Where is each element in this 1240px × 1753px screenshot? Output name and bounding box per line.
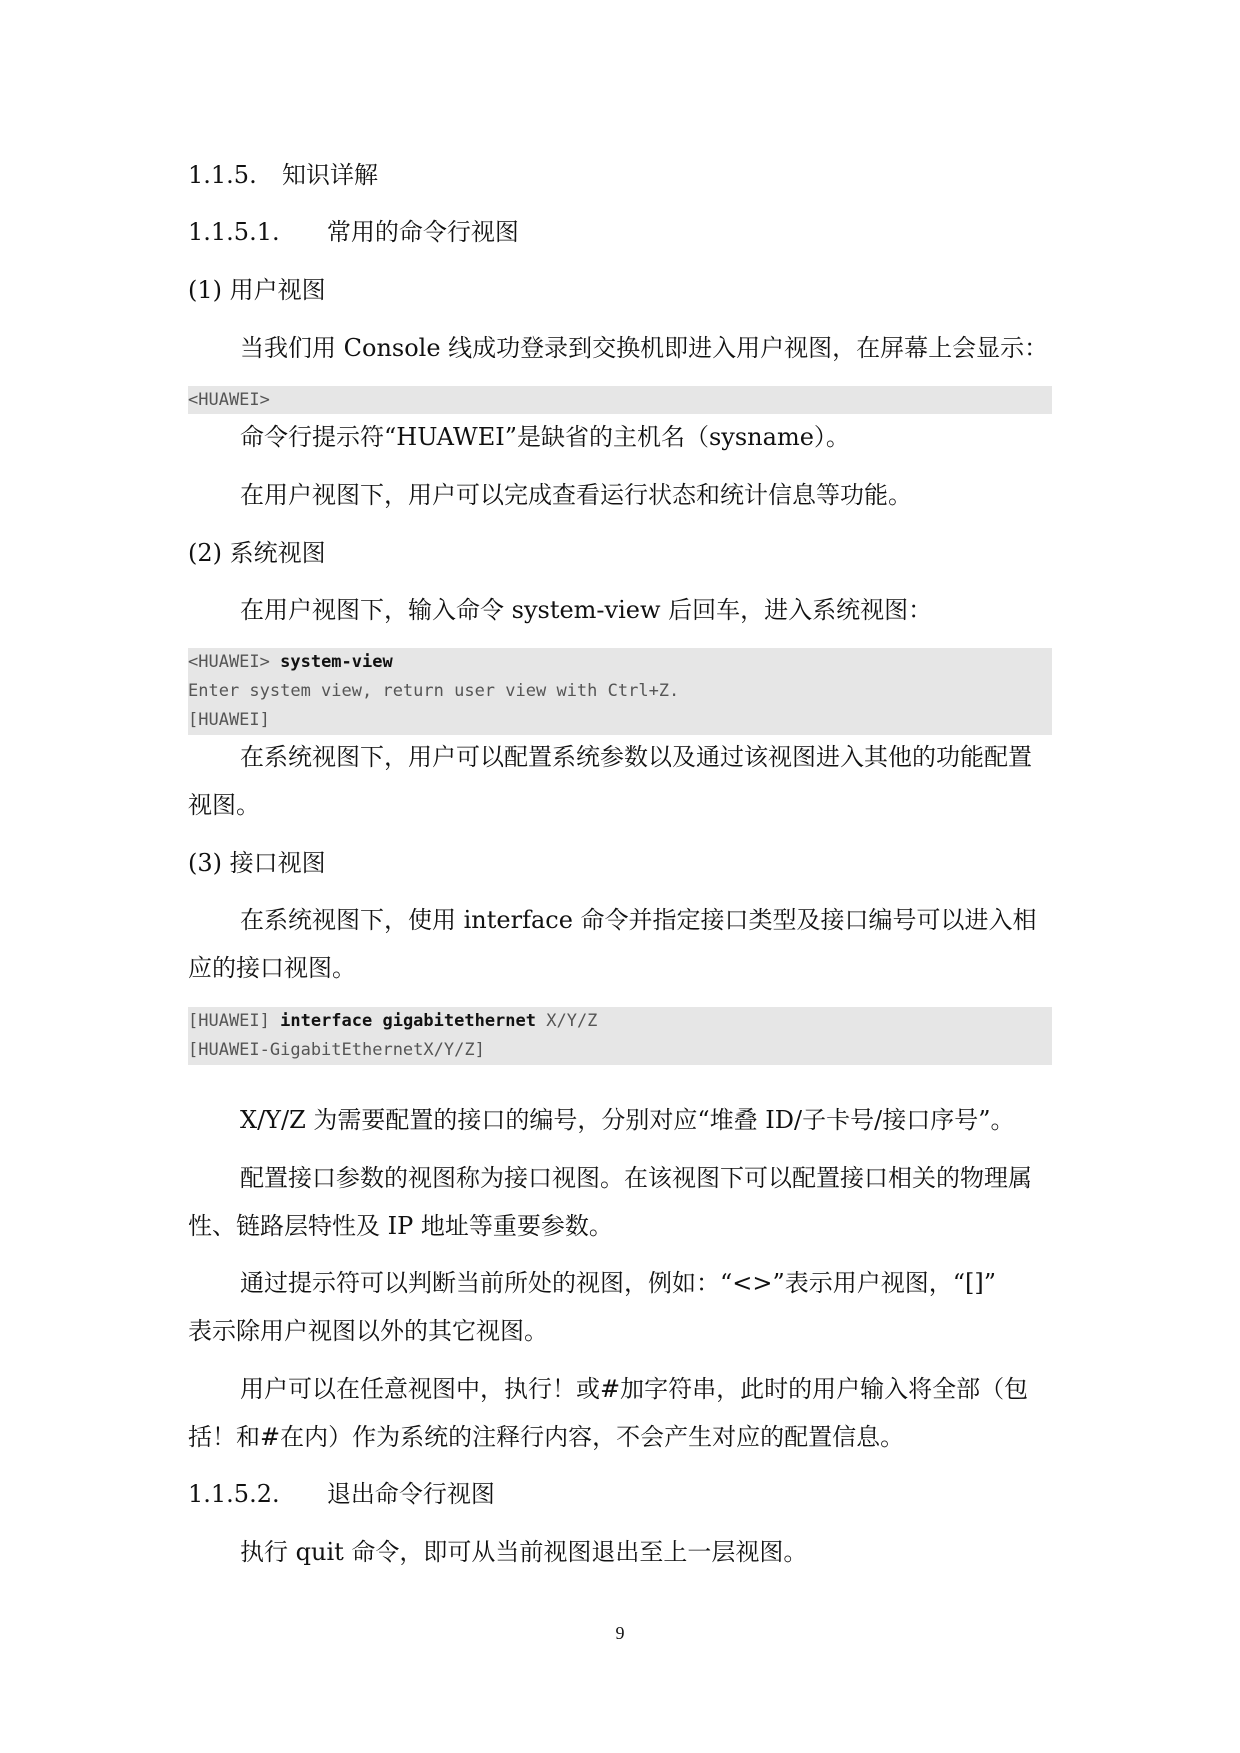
paragraph: 在用户视图下，用户可以完成查看运行状态和统计信息等功能。 — [240, 481, 912, 509]
paragraph: 用户可以在任意视图中，执行！或#加字符串，此时的用户输入将全部（包 — [240, 1375, 1029, 1403]
paragraph: 在系统视图下，用户可以配置系统参数以及通过该视图进入其他的功能配置 — [240, 743, 1032, 771]
code-block-user-view — [188, 386, 1052, 414]
section-number: 1.1.5.2. — [188, 1480, 280, 1508]
section-number: 1.1.5. — [188, 161, 257, 189]
paragraph-continuation: 性、链路层特性及 IP 地址等重要参数。 — [188, 1212, 613, 1240]
code-line: <HUAWEI> system-view — [188, 652, 393, 672]
paragraph: X/Y/Z 为需要配置的接口的编号，分别对应“堆叠 ID/子卡号/接口序号”。 — [240, 1106, 1015, 1134]
subsection-title-system-view: (2) 系统视图 — [188, 539, 326, 567]
paragraph-continuation: 表示除用户视图以外的其它视图。 — [188, 1317, 548, 1345]
section-heading-1-1-5-2 — [188, 1478, 1052, 1510]
code-line: [HUAWEI] — [188, 710, 270, 730]
paragraph: 命令行提示符“HUAWEI”是缺省的主机名（sysname）。 — [240, 423, 850, 451]
code-line: [HUAWEI] interface gigabitethernet X/Y/Z — [188, 1011, 598, 1031]
paragraph: 在系统视图下，使用 interface 命令并指定接口类型及接口编号可以进入相 — [240, 906, 1037, 934]
paragraph-continuation: 应的接口视图。 — [188, 954, 356, 982]
code-line: <HUAWEI> — [188, 390, 270, 410]
subsection-title-user-view: (1) 用户视图 — [188, 276, 326, 304]
section-heading-1-1-5 — [188, 159, 1052, 191]
code-line: [HUAWEI-GigabitEthernetX/Y/Z] — [188, 1040, 485, 1060]
command-text: system-view — [280, 652, 393, 672]
subsection-title-interface-view: (3) 接口视图 — [188, 849, 326, 877]
code-block-system-view — [188, 648, 1052, 735]
section-title: 知识详解 — [281, 161, 378, 189]
paragraph: 执行 quit 命令，即可从当前视图退出至上一层视图。 — [240, 1538, 808, 1566]
paragraph: 当我们用 Console 线成功登录到交换机即进入用户视图，在屏幕上会显示： — [240, 334, 1049, 362]
section-heading-1-1-5-1 — [188, 216, 1052, 248]
document-page — [188, 0, 1052, 1753]
section-title: 常用的命令行视图 — [326, 218, 519, 246]
paragraph-continuation: 括！和#在内）作为系统的注释行内容，不会产生对应的配置信息。 — [188, 1423, 905, 1451]
code-line: Enter system view, return user view with Ctrl+Z. — [188, 681, 680, 701]
page-number: 9 — [615, 1623, 625, 1643]
command-text: interface gigabitethernet — [280, 1011, 536, 1031]
code-block-interface-view — [188, 1007, 1052, 1065]
paragraph: 配置接口参数的视图称为接口视图。在该视图下可以配置接口相关的物理属 — [240, 1164, 1032, 1192]
section-title: 退出命令行视图 — [326, 1480, 495, 1508]
paragraph: 在用户视图下，输入命令 system-view 后回车，进入系统视图： — [240, 596, 933, 624]
paragraph: 通过提示符可以判断当前所处的视图，例如：“<>”表示用户视图，“[]” — [240, 1269, 997, 1297]
paragraph-continuation: 视图。 — [188, 791, 260, 819]
section-number: 1.1.5.1. — [188, 218, 280, 246]
